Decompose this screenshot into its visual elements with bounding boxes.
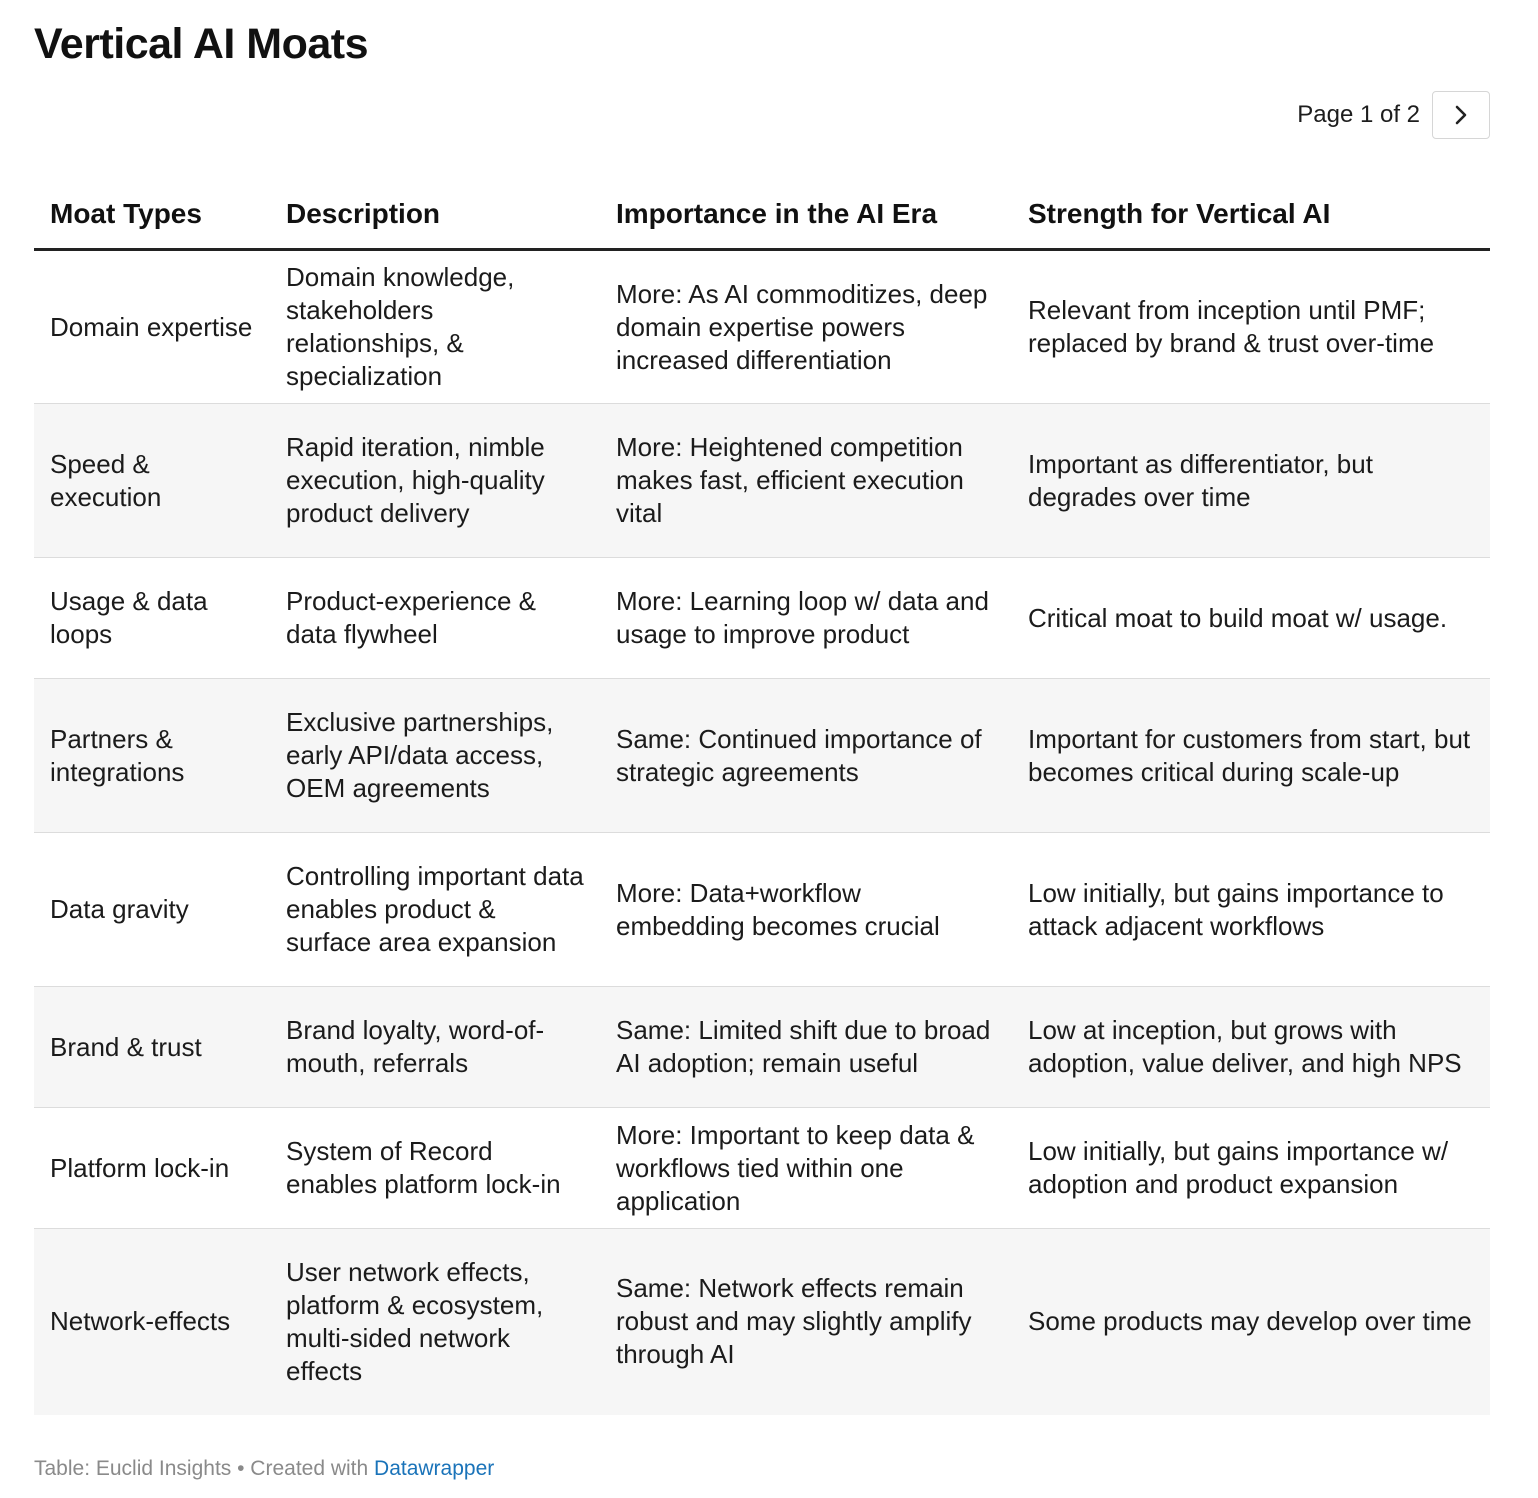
table-row bbox=[34, 679, 1490, 833]
cell-moat-type: Usage & data loops bbox=[34, 558, 270, 679]
cell-strength: Low initially, but gains importance w/ adoption and product expansion bbox=[1012, 1108, 1490, 1229]
cell-moat-type: Partners & integrations bbox=[34, 679, 270, 833]
cell-strength: Relevant from inception until PMF; replaced by brand & trust over-time bbox=[1012, 250, 1490, 404]
column-header-description[interactable]: Description bbox=[270, 178, 600, 250]
datawrapper-link[interactable]: Datawrapper bbox=[374, 1457, 495, 1480]
column-header-moat-types[interactable]: Moat Types bbox=[34, 178, 270, 250]
cell-strength: Important for customers from start, but becomes critical during scale-up bbox=[1012, 679, 1490, 833]
table-row bbox=[34, 250, 1490, 404]
page-indicator: Page 1 of 2 bbox=[1297, 101, 1420, 128]
cell-strength: Low initially, but gains importance to attack adjacent workflows bbox=[1012, 833, 1490, 987]
column-header-strength[interactable]: Strength for Vertical AI bbox=[1012, 178, 1490, 250]
cell-importance: Same: Limited shift due to broad AI adoption; remain useful bbox=[600, 987, 1012, 1108]
table-row bbox=[34, 833, 1490, 987]
cell-moat-type: Data gravity bbox=[34, 833, 270, 987]
cell-importance: More: Important to keep data & workflows tied within one application bbox=[600, 1108, 1012, 1229]
next-page-button[interactable] bbox=[1432, 91, 1490, 139]
cell-description: Controlling important data enables product & surface area expansion bbox=[270, 833, 600, 987]
source-text: Table: Euclid Insights • Created with bbox=[34, 1457, 375, 1480]
cell-strength: Critical moat to build moat w/ usage. bbox=[1012, 558, 1490, 679]
table-row bbox=[34, 404, 1490, 558]
cell-strength: Low at inception, but grows with adoption, value deliver, and high NPS bbox=[1012, 987, 1490, 1108]
table-row bbox=[34, 1229, 1490, 1415]
cell-description: User network effects, platform & ecosystem, multi-sided network effects bbox=[270, 1229, 600, 1415]
source-footer bbox=[34, 1454, 494, 1484]
cell-description: System of Record enables platform lock-in bbox=[270, 1108, 600, 1229]
cell-importance: More: Heightened competition makes fast, efficient execution vital bbox=[600, 404, 1012, 558]
cell-description: Product-experience & data flywheel bbox=[270, 558, 600, 679]
cell-moat-type: Speed & execution bbox=[34, 404, 270, 558]
table-row bbox=[34, 1108, 1490, 1229]
pagination bbox=[1297, 90, 1490, 140]
cell-strength: Important as differentiator, but degrades over time bbox=[1012, 404, 1490, 558]
cell-importance: More: Learning loop w/ data and usage to improve product bbox=[600, 558, 1012, 679]
cell-importance: Same: Network effects remain robust and may slightly amplify through AI bbox=[600, 1229, 1012, 1415]
cell-strength: Some products may develop over time bbox=[1012, 1229, 1490, 1415]
cell-description: Rapid iteration, nimble execution, high-quality product delivery bbox=[270, 404, 600, 558]
cell-moat-type: Platform lock-in bbox=[34, 1108, 270, 1229]
cell-importance: More: Data+workflow embedding becomes crucial bbox=[600, 833, 1012, 987]
cell-importance: More: As AI commoditizes, deep domain expertise powers increased differentiation bbox=[600, 250, 1012, 404]
cell-moat-type: Network-effects bbox=[34, 1229, 270, 1415]
cell-description: Domain knowledge, stakeholders relationships, & specialization bbox=[270, 250, 600, 404]
cell-moat-type: Brand & trust bbox=[34, 987, 270, 1108]
cell-moat-type: Domain expertise bbox=[34, 250, 270, 404]
moats-table bbox=[34, 178, 1490, 1415]
table-header-row bbox=[34, 178, 1490, 250]
cell-importance: Same: Continued importance of strategic agreements bbox=[600, 679, 1012, 833]
chevron-right-icon bbox=[1452, 104, 1470, 126]
cell-description: Exclusive partnerships, early API/data access, OEM agreements bbox=[270, 679, 600, 833]
cell-description: Brand loyalty, word-of-mouth, referrals bbox=[270, 987, 600, 1108]
column-header-importance[interactable]: Importance in the AI Era bbox=[600, 178, 1012, 250]
table-row bbox=[34, 987, 1490, 1108]
page-title: Vertical AI Moats bbox=[34, 20, 369, 68]
table-row bbox=[34, 558, 1490, 679]
